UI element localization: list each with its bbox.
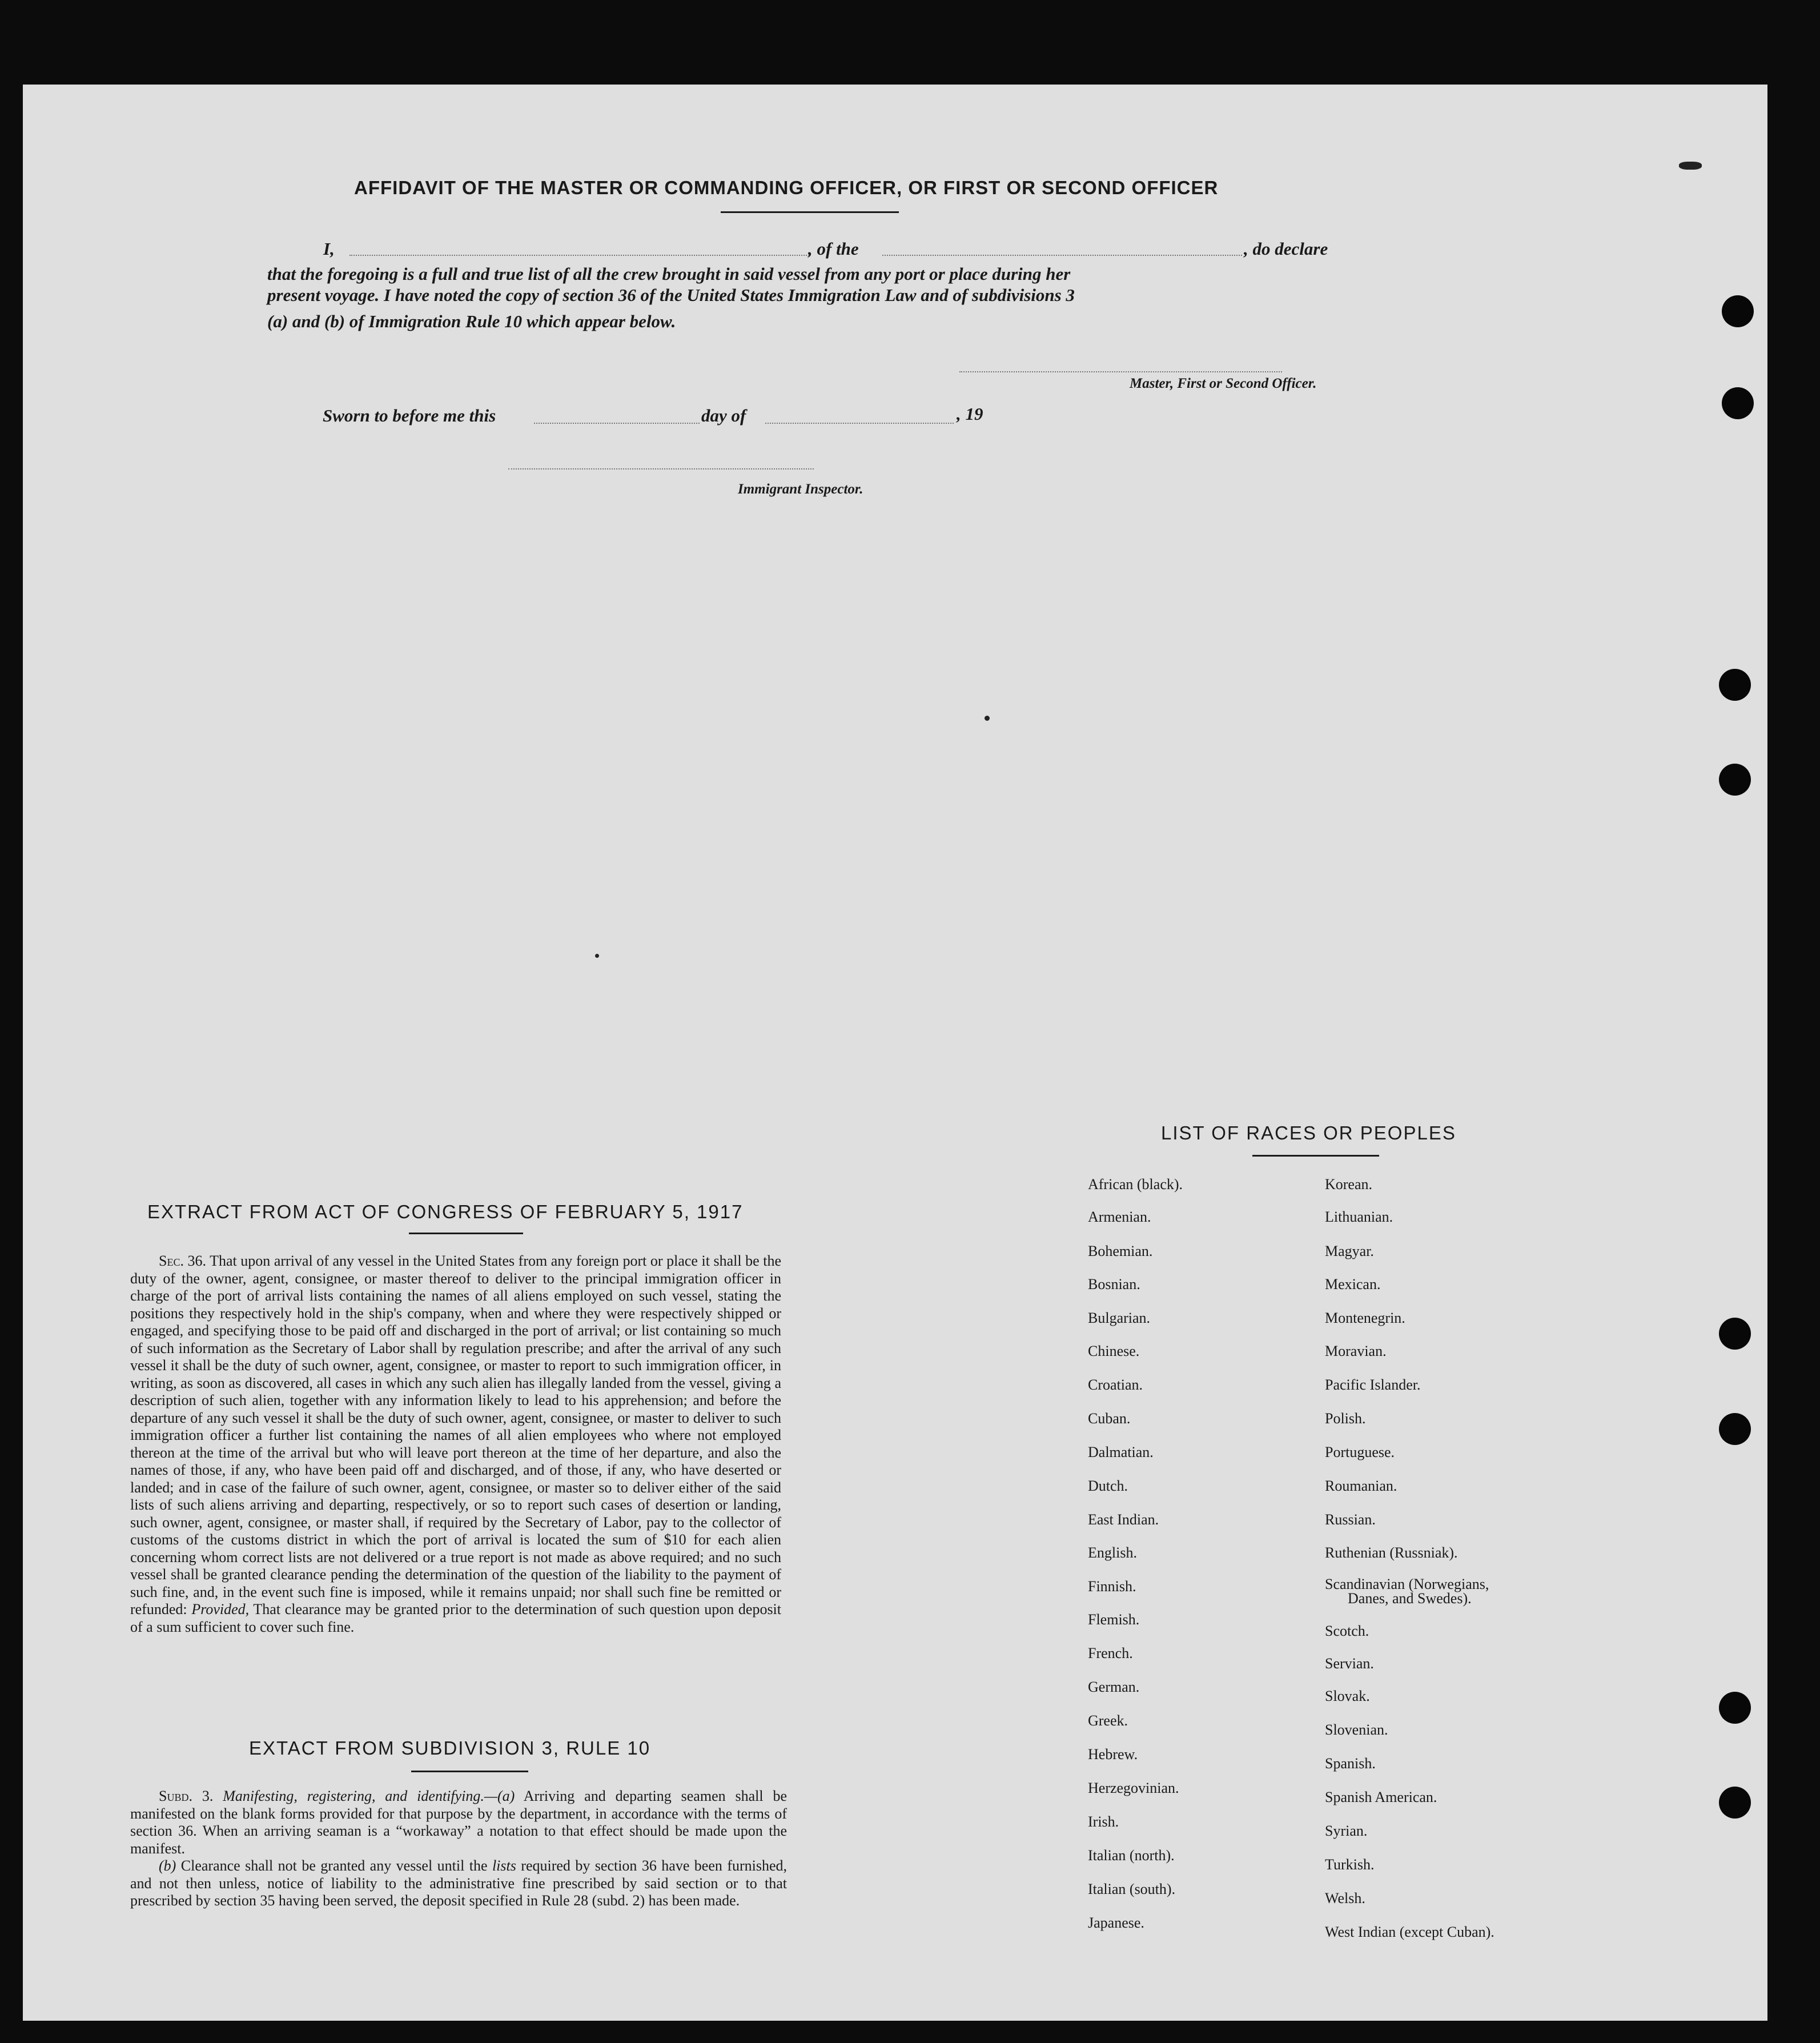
- inspector-signature-line[interactable]: [508, 468, 814, 469]
- race-entry: East Indian.: [1088, 1511, 1159, 1528]
- subd-heading: Manifesting, registering, and identifying.: [223, 1788, 484, 1804]
- binder-hole: [1722, 387, 1754, 419]
- race-entry: Russian.: [1325, 1511, 1376, 1528]
- race-entry: Bulgarian.: [1088, 1310, 1151, 1326]
- race-entry: Slovenian.: [1325, 1721, 1388, 1738]
- race-entry: Scandinavian (Norwegians,: [1325, 1576, 1489, 1592]
- year-text: , 19: [957, 404, 983, 424]
- race-entry: German.: [1088, 1679, 1140, 1695]
- race-entry: Dutch.: [1088, 1478, 1128, 1494]
- act-extract-rule: [409, 1233, 523, 1234]
- month-blank[interactable]: [765, 423, 954, 424]
- vessel-blank[interactable]: [882, 255, 1242, 256]
- race-entry: Hebrew.: [1088, 1746, 1138, 1763]
- race-entry: Italian (north).: [1088, 1847, 1175, 1864]
- affidavit-title: AFFIDAVIT OF THE MASTER OR COMMANDING OFFICER, OR FIRST OR SECOND OFFICER: [354, 177, 1219, 198]
- master-label: Master, First or Second Officer.: [1130, 376, 1317, 391]
- race-entry: Croatian.: [1088, 1376, 1143, 1393]
- affidavit-line-3: present voyage. I have noted the copy of section 36 of the United States Immigration Law and of subdivisions 3: [267, 285, 1075, 305]
- document-page: [23, 85, 1767, 2021]
- master-signature-line[interactable]: [959, 371, 1282, 372]
- race-entry: Scotch.: [1325, 1623, 1369, 1639]
- races-title-rule: [1252, 1155, 1379, 1157]
- race-entry: Greek.: [1088, 1712, 1128, 1729]
- race-entry: Korean.: [1325, 1176, 1373, 1193]
- affidavit-line-2: that the foregoing is a full and true list of all the crew brought in said vessel from any port or place during her: [267, 264, 1071, 284]
- affidavit-title-rule: [721, 211, 899, 213]
- name-blank[interactable]: [349, 255, 809, 256]
- binder-hole: [1719, 764, 1751, 796]
- declare-i: I,: [323, 239, 335, 259]
- subd-label: Subd. 3.: [159, 1788, 214, 1804]
- race-entry: Irish.: [1088, 1813, 1119, 1830]
- race-entry: Japanese.: [1088, 1914, 1144, 1931]
- race-entry: Pacific Islander.: [1325, 1376, 1421, 1393]
- binder-hole: [1722, 295, 1754, 327]
- race-entry: Turkish.: [1325, 1856, 1375, 1873]
- race-entry: Lithuanian.: [1325, 1209, 1393, 1225]
- binder-hole: [1719, 1787, 1751, 1819]
- affidavit-line-4: (a) and (b) of Immigration Rule 10 which appear below.: [267, 311, 676, 331]
- sec-36-body-a: That upon arrival of any vessel in the United States from any foreign port or place it shall be the duty of the owner, agent, consignee, or master thereof to deliver to the principal immigration officer in charge of the port of arrival lists containing the names of all aliens employed on such vessel, stating the positions they respectively hold in the ship's company, when and where they were respectively shipped or engaged, and specifying those to be paid off and discharged in the port of arrival; or list containing so much of such information as the Secretary of Labor shall by regulation prescribe; and after the arrival of any such vessel it shall be the duty of such owner, agent, consignee, or master to report to such immigration officer, in writing, as soon as discovered, all cases in which any such alien has illegally landed from the vessel, giving a description of such alien, together with any information likely to lead to his apprehension; and before the departure of any such vessel it shall be the duty of such owner, agent, consignee, or master to deliver to such immigration officer a further list containing the names of all alien employees who where not employed thereon at the time of the arrival but who will leave port thereon at the time of her departure, and also the names of those, if any, who have been paid off and discharged, and of those, if any, who have deserted or landed; and in case of the failure of such owner, agent, consignee, or master so to deliver either of the said lists of such aliens arriving and departing, respectively, or so to report such cases of desertion or landing, such owner, agent, consignee, or master shall, if required by the Secretary of Labor, pay to the collector of customs of the customs district in which the port of arrival is located the sum of $10 for each alien concerning whom correct lists are not delivered or a true report is not made as above required; and no such vessel shall be granted clearance pending the determination of the question of the liability to the payment of such fine, and, in the event such fine is imposed, while it remains unpaid; nor shall such fine be remitted or refunded:: [130, 1253, 782, 1617]
- race-entry: Finnish.: [1088, 1578, 1136, 1595]
- ink-speck: [985, 716, 990, 721]
- binder-hole: [1719, 1692, 1751, 1724]
- race-entry: Spanish.: [1325, 1755, 1376, 1772]
- race-entry: Herzegovinian.: [1088, 1780, 1179, 1796]
- ink-speck: [595, 954, 599, 958]
- race-entry: Mexican.: [1325, 1276, 1381, 1293]
- binder-hole: [1719, 1318, 1751, 1350]
- rule-extract-title: EXTACT FROM SUBDIVISION 3, RULE 10: [249, 1737, 651, 1759]
- day-of-text: day of: [701, 406, 746, 426]
- subd-b-body-1: Clearance shall not be granted any vessel until the: [180, 1857, 488, 1874]
- declare-text: , do declare: [1244, 239, 1328, 259]
- subd-b-label: (b): [159, 1857, 176, 1874]
- race-entry: French.: [1088, 1645, 1133, 1661]
- race-entry: Bohemian.: [1088, 1243, 1153, 1259]
- race-entry: West Indian (except Cuban).: [1325, 1924, 1494, 1940]
- sworn-text: Sworn to before me this: [323, 406, 496, 426]
- subd-a-body: Arriving and departing seamen shall be manifested on the blank forms provided for that purpose by the department, in accordance with the terms of section 36. When an arriving seaman is a “workaway” a notation to that effect should be made upon the manifest.: [130, 1788, 787, 1857]
- race-entry: Italian (south).: [1088, 1881, 1176, 1897]
- race-entry: Polish.: [1325, 1410, 1366, 1427]
- sec-36-body-b: That clearance may be granted prior to the determination of such question upon deposit of a sum sufficient to cover such fine.: [130, 1601, 782, 1635]
- race-entry: Magyar.: [1325, 1243, 1374, 1259]
- race-entry: Ruthenian (Russniak).: [1325, 1544, 1458, 1561]
- inspector-label: Immigrant Inspector.: [738, 481, 863, 497]
- sec-label: Sec. 36.: [159, 1253, 207, 1269]
- act-extract-title: EXTRACT FROM ACT OF CONGRESS OF FEBRUARY 5, 1917: [147, 1201, 744, 1222]
- rule-extract-rule: [411, 1771, 528, 1772]
- race-entry: Cuban.: [1088, 1410, 1131, 1427]
- race-entry: Danes, and Swedes).: [1348, 1590, 1472, 1607]
- race-entry: Syrian.: [1325, 1823, 1368, 1839]
- race-entry: Moravian.: [1325, 1343, 1387, 1359]
- binder-hole: [1719, 1413, 1751, 1445]
- race-entry: Slovak.: [1325, 1688, 1370, 1704]
- race-entry: Roumanian.: [1325, 1478, 1397, 1494]
- subdivision-3-text: [130, 1788, 787, 1910]
- lists-word: lists: [492, 1857, 516, 1874]
- race-entry: Servian.: [1325, 1655, 1374, 1672]
- races-title: LIST OF RACES OR PEOPLES: [1161, 1122, 1456, 1143]
- ink-speck: [1679, 162, 1702, 170]
- race-entry: Flemish.: [1088, 1611, 1140, 1628]
- section-36-text: [130, 1253, 781, 1636]
- race-entry: Montenegrin.: [1325, 1310, 1405, 1326]
- day-blank[interactable]: [534, 423, 700, 424]
- race-entry: Dalmatian.: [1088, 1444, 1154, 1460]
- provided-word: Provided,: [191, 1601, 250, 1617]
- binder-hole: [1719, 669, 1751, 701]
- race-entry: English.: [1088, 1544, 1137, 1561]
- race-entry: Chinese.: [1088, 1343, 1140, 1359]
- race-entry: Spanish American.: [1325, 1789, 1437, 1805]
- subd-a-label: —(a): [484, 1788, 515, 1804]
- subd-b-body-2: required by section 36 have been furnished, and not then unless, notice of liability to the administrative fine prescribed by said section or to that prescribed by section 35 having been served, the deposit specified in Rule 28 (subd. 2) has been made.: [130, 1857, 788, 1909]
- race-entry: Armenian.: [1088, 1209, 1151, 1225]
- race-entry: Bosnian.: [1088, 1276, 1140, 1293]
- race-entry: African (black).: [1088, 1176, 1183, 1193]
- race-entry: Portuguese.: [1325, 1444, 1395, 1460]
- race-entry: Welsh.: [1325, 1890, 1365, 1906]
- declare-of-the: , of the: [808, 239, 859, 259]
